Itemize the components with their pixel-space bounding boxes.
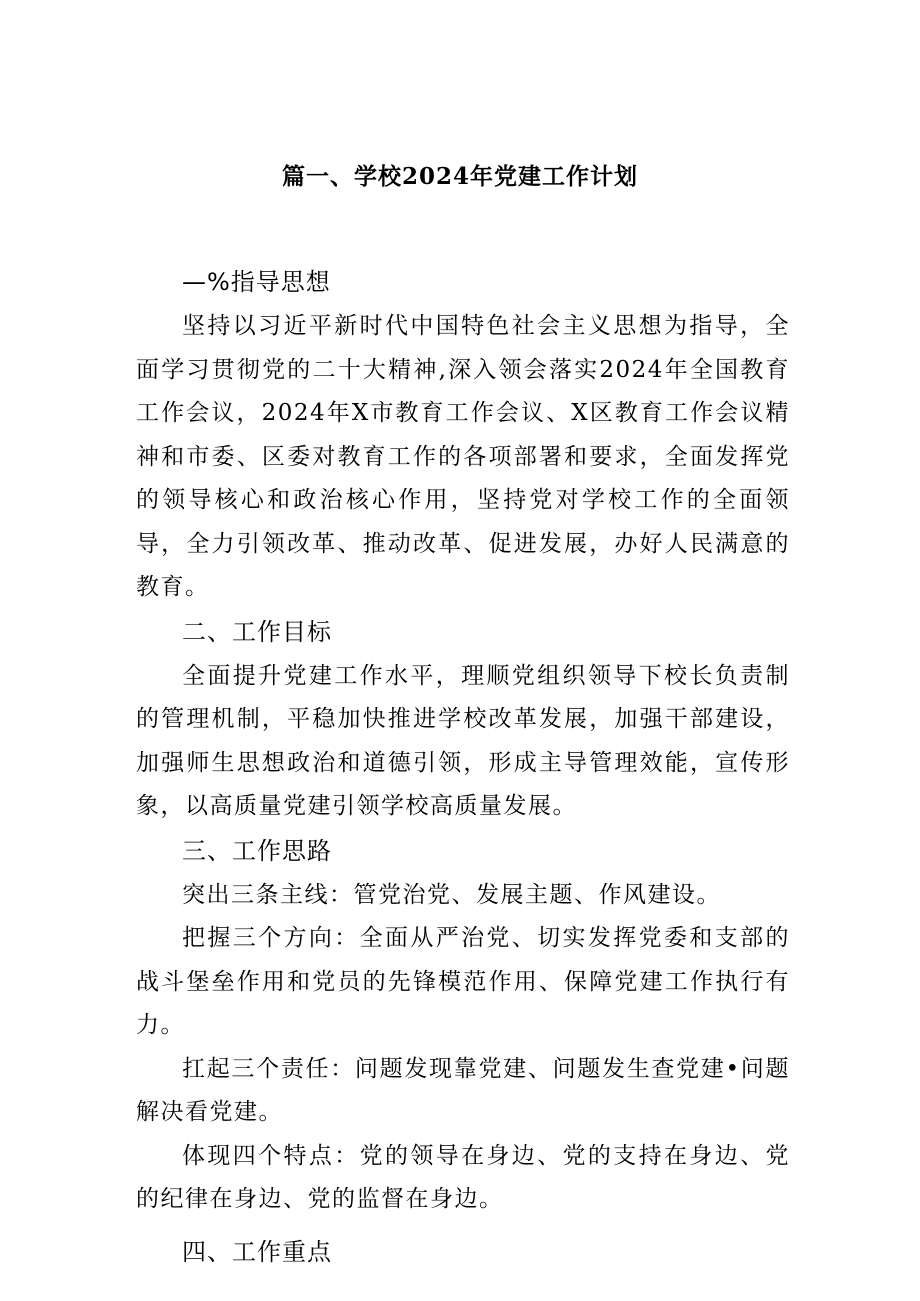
section-heading-guiding-ideology: —%指导思想 xyxy=(182,268,331,296)
paragraph-work-goals: 全面提升党建工作水平，理顺党组织领导下校长负责制的管理机制，平稳加快推进学校改革发展，加强干部建设，加强师生思想政治和道德引领，形成主导管理效能，宣传形象，以高质量党建引领学校高质量发展。 xyxy=(136,662,790,819)
paragraph-four-features: 体现四个特点：党的领导在身边、党的支持在身边、党的纪律在身边、党的监督在身边。 xyxy=(136,1142,790,1212)
paragraph-guiding-ideology: 坚持以习近平新时代中国特色社会主义思想为指导，全面学习贯彻党的二十大精神,深入领会落实2024年全国教育工作会议，2024年X市教育工作会议、X区教育工作会议精神和市委、区委对教育工作的各项部署和要求，全面发挥党的领导核心和政治核心作用，坚持党对学校工作的全面领导，全力引领改革、推动改革、促进发展，办好人民满意的教育。 xyxy=(136,313,790,600)
section-heading-work-approach: 三、工作思路 xyxy=(182,836,332,865)
document-title: 篇一、学校2024年党建工作计划 xyxy=(281,163,638,190)
section-heading-work-focus: 四、工作重点 xyxy=(182,1237,332,1266)
paragraph-three-main-lines: 突出三条主线：管党治党、发展主题、作风建设。 xyxy=(182,881,721,908)
paragraph-three-responsibilities: 扛起三个责任：问题发现靠党建、问题发生查党建•问题解决看党建。 xyxy=(136,1055,790,1125)
section-heading-work-goals: 二、工作目标 xyxy=(182,617,332,646)
document-body xyxy=(136,260,790,1275)
paragraph-three-directions: 把握三个方向：全面从严治党、切实发挥党委和支部的战斗堡垒作用和党员的先锋模范作用、保障党建工作执行有力。 xyxy=(136,925,790,1038)
